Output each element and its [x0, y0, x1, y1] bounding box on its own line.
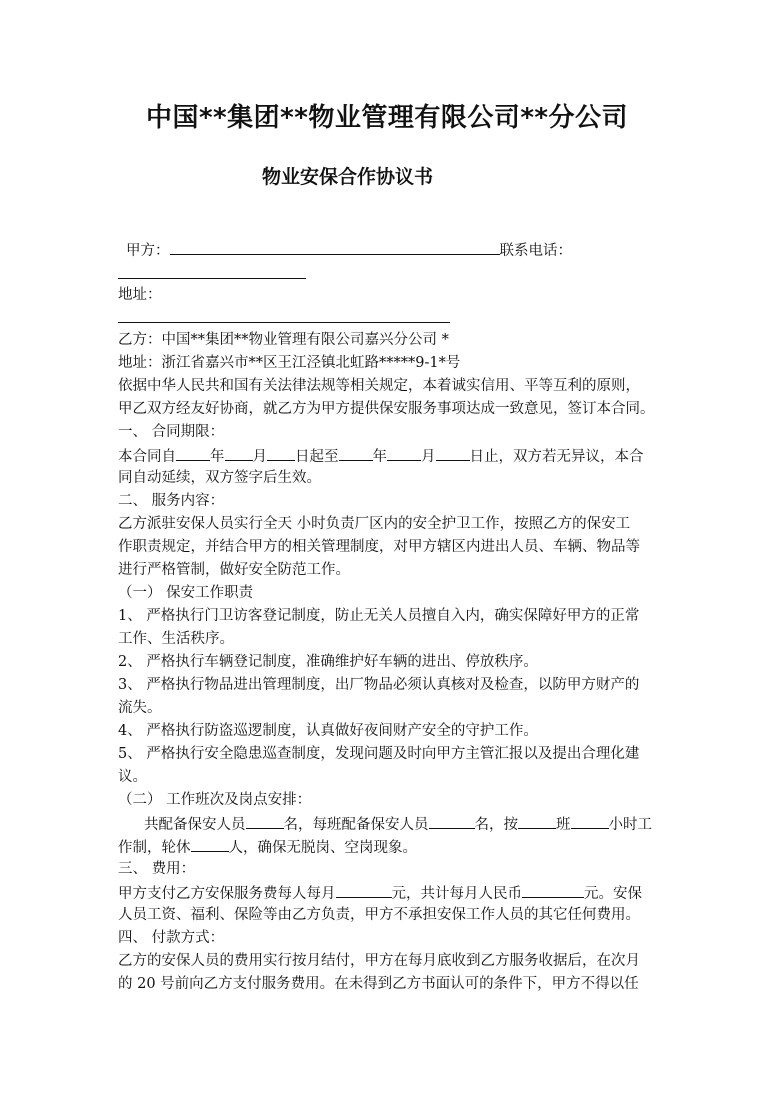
duty-5-line-2: 议。	[118, 769, 147, 785]
shift-hours-blank	[571, 812, 609, 829]
service-line-1: 乙方派驻安保人员实行全天 小时负责厂区内的安全护卫工作，按照乙方的保安工	[118, 516, 631, 532]
guards-per-shift-blank	[429, 812, 475, 829]
term-text-f: 月	[421, 449, 436, 465]
fee-text-c: 元。安保	[584, 886, 642, 902]
shift-text-e: 小时工	[608, 817, 652, 833]
section-2-heading: 二、 服务内容：	[118, 493, 225, 509]
duty-1-line-1: 1、 严格执行门卫访客登记制度，防止无关人员擅自入内，确实保障好甲方的正常	[118, 608, 640, 624]
document-subtitle: 物业安保合作协议书	[262, 166, 434, 188]
service-line-2: 作职责规定，并结合甲方的相关管理制度，对甲方辖区内进出人员、车辆、物品等	[118, 539, 640, 555]
end-day-blank	[436, 444, 470, 461]
term-text-b: 年	[210, 449, 225, 465]
shift-text-d: 班	[556, 817, 571, 833]
section-1-heading: 一、 合同期限：	[118, 424, 225, 440]
shift-text-g: 人，确保无脱岗、空岗现象。	[228, 840, 417, 856]
party-a-label: 甲方：	[126, 243, 170, 259]
subsection-shifts: （二） 工作班次及岗点安排：	[118, 792, 312, 808]
fee-text-b: 元，共计每月人民币	[391, 886, 522, 902]
fee-line-2: 人员工资、福利、保险等由乙方负责，甲方不承担安保工作人员的其它任何费用。	[118, 907, 640, 923]
party-a-blank	[170, 238, 500, 255]
service-line-3: 进行严格管制，做好安全防范工作。	[118, 562, 350, 578]
shift-text-a: 共配备保安人员	[144, 817, 246, 833]
term-text-a: 本合同自	[118, 449, 176, 465]
term-text-d: 日起至	[295, 449, 339, 465]
party-b-address: 地址：浙江省嘉兴市**区王江泾镇北虹路*****9-1*号	[118, 355, 461, 371]
duty-3-line-1: 3、 严格执行物品进出管理制度，出厂物品必须认真核对及检查，以防甲方财产的	[118, 677, 640, 693]
fee-text-a: 甲方支付乙方安保服务费每人每月	[118, 886, 336, 902]
section-3-heading: 三、 费用：	[118, 861, 196, 877]
section-4-heading: 四、 付款方式：	[118, 930, 225, 946]
duty-2: 2、 严格执行车辆登记制度，准确维护好车辆的进出、停放秩序。	[118, 654, 538, 670]
duty-1-line-2: 工作、生活秩序。	[118, 631, 234, 647]
fee-line-1	[118, 881, 642, 905]
document-title: 中国**集团**物业管理有限公司**分公司	[145, 103, 629, 133]
shift-line-1	[144, 812, 652, 836]
intro-line-1: 依据中华人民共和国有关法律法规等相关规定，本着诚实信用、平等互利的原则，	[118, 378, 640, 394]
shift-text-b: 名，每班配备保安人员	[283, 817, 429, 833]
term-text-e: 年	[372, 449, 387, 465]
total-guards-blank	[246, 812, 284, 829]
term-text-c: 月	[252, 449, 267, 465]
party-a-address-blank	[118, 322, 450, 323]
payment-line-1: 乙方的安保人员的费用实行按月结付，甲方在每月底收到乙方服务收据后，在次月	[118, 953, 640, 969]
party-a-address-label: 地址：	[118, 287, 162, 303]
duty-5-line-1: 5、 严格执行安全隐患巡查制度，发现问题及时向甲方主管汇报以及提出合理化建	[118, 746, 640, 762]
start-year-blank	[176, 444, 210, 461]
duty-4: 4、 严格执行防盗巡逻制度，认真做好夜间财产安全的守护工作。	[118, 723, 538, 739]
party-a-line	[126, 238, 572, 262]
fee-per-person-blank	[336, 881, 392, 898]
end-year-blank	[339, 444, 373, 461]
term-line	[118, 444, 644, 468]
end-month-blank	[387, 444, 421, 461]
phone-blank	[118, 278, 306, 279]
start-day-blank	[267, 444, 295, 461]
shift-text-c: 名，按	[474, 817, 518, 833]
shift-line-2	[118, 835, 417, 859]
subsection-duties: （一） 保安工作职责	[118, 585, 254, 601]
payment-line-2: 的 20 号前向乙方支付服务费用。在未得到乙方书面认可的条件下，甲方不得以任	[118, 976, 639, 992]
duty-3-line-2: 流失。	[118, 700, 162, 716]
shift-count-blank	[518, 812, 556, 829]
intro-line-2: 甲乙双方经友好协商，就乙方为甲方提供保安服务事项达成一致意见，签订本合同。	[118, 401, 655, 417]
start-month-blank	[225, 444, 253, 461]
party-b: 乙方：中国**集团**物业管理有限公司嘉兴分公司 *	[118, 332, 449, 348]
shift-text-f: 作制，轮休	[118, 840, 191, 856]
term-text-g: 日止，双方若无异议，本合	[469, 449, 644, 465]
phone-label: 联系电话：	[499, 243, 572, 259]
term-line-2: 同自动延续，双方签字后生效。	[118, 470, 321, 486]
rotation-blank	[191, 835, 229, 852]
fee-total-blank	[522, 881, 584, 898]
